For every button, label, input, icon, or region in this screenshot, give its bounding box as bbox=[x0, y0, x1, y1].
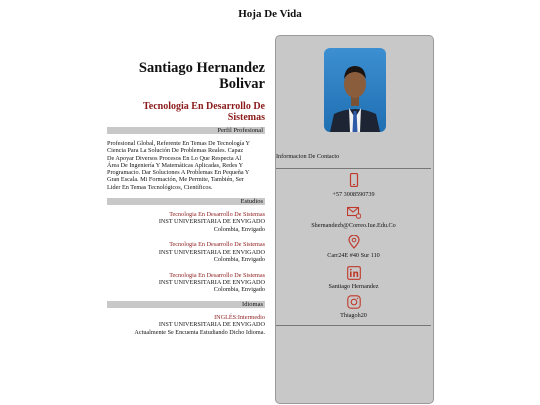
contact-linkedin bbox=[276, 266, 431, 290]
document-title: Hoja De Vida bbox=[238, 8, 302, 20]
contact-address bbox=[276, 235, 431, 259]
education-location: Colombia, Envigado bbox=[213, 286, 265, 294]
profile-line: Área De Ingeniería Y Matemáticas Aplicadas, Redes Y bbox=[107, 161, 244, 169]
contact-instagram bbox=[276, 295, 431, 319]
contact-section-title: Informacion De Contacto bbox=[276, 153, 340, 160]
education-degree: Tecnologia En Desarrollo De Sistemas bbox=[169, 271, 265, 279]
education-entry bbox=[107, 211, 265, 233]
job-title-line-1: Tecnologia En Desarrollo De bbox=[143, 101, 265, 112]
education-entry bbox=[107, 272, 265, 294]
education-degree: Tecnologia En Desarrollo De Sistemas bbox=[169, 211, 265, 219]
profile-line: Lider En Temas Tecnológicos, Científicos. bbox=[107, 183, 213, 191]
name-line-2: Bolivar bbox=[219, 76, 265, 92]
education-institution: INST UNIVERSITARIA DE ENVIGADO bbox=[158, 278, 265, 286]
section-header-profile: Perfil Profesional bbox=[107, 127, 265, 134]
person-portrait-icon bbox=[324, 48, 386, 132]
profile-photo bbox=[324, 48, 386, 132]
education-institution: INST UNIVERSITARIA DE ENVIGADO bbox=[158, 248, 265, 256]
education-entry bbox=[107, 241, 265, 263]
linkedin-icon bbox=[347, 266, 361, 280]
profile-line: Programacio. Dar Soluciones A Problemas En Pequeña Y bbox=[107, 169, 250, 177]
job-title-line-2: Sistemas bbox=[227, 112, 265, 123]
contact-panel bbox=[275, 35, 434, 404]
contact-phone-text: +57 3008590739 bbox=[332, 191, 375, 198]
profile-line: Ciencia Para La Solución De Problemas Reales. Capaz bbox=[107, 147, 244, 155]
contact-linkedin-text: Santiago Hernandez bbox=[328, 283, 379, 290]
language-institution: INST UNIVERSITARIA DE ENVIGADO bbox=[158, 321, 265, 329]
profile-line: Profesional Global, Referente En Temas De Tecnología Y bbox=[107, 140, 251, 147]
profile-line: De Apoyar Diversos Procesos En Lo Que Respecta Al bbox=[107, 154, 242, 162]
contact-email bbox=[276, 205, 431, 229]
language-entry bbox=[107, 314, 265, 336]
language-level: INGLÉS:Intermedio bbox=[214, 313, 265, 321]
location-pin-icon bbox=[347, 235, 361, 249]
education-degree: Tecnologia En Desarrollo De Sistemas bbox=[169, 241, 265, 249]
contact-phone bbox=[276, 173, 431, 198]
contact-email-text: Shernandezb@Correo.Iue.Edu.Co bbox=[311, 222, 396, 229]
name-line-1: Santiago Hernandez bbox=[138, 60, 265, 76]
left-column bbox=[107, 60, 265, 336]
education-institution: INST UNIVERSITARIA DE ENVIGADO bbox=[158, 218, 265, 226]
section-header-languages: Idiomas bbox=[107, 301, 265, 308]
job-title bbox=[107, 101, 265, 123]
education-location: Colombia, Envigado bbox=[213, 225, 265, 233]
contact-list bbox=[276, 168, 431, 326]
profile-text bbox=[107, 140, 265, 191]
section-header-studies: Estudios bbox=[107, 198, 265, 205]
contact-instagram-text: Thiagoh20 bbox=[340, 312, 367, 319]
email-icon bbox=[347, 205, 361, 219]
full-name bbox=[107, 60, 265, 92]
instagram-icon bbox=[347, 295, 361, 309]
language-note: Actualmente Se Encuenta Estudiando Dicho Idioma. bbox=[134, 328, 265, 336]
contact-address-text: Carr24E #40 Sur 110 bbox=[327, 252, 380, 259]
education-location: Colombia, Envigado bbox=[213, 256, 265, 264]
profile-line: Gran Escala. Mi Formación, Me Permite, También, Ser bbox=[107, 176, 244, 184]
phone-icon bbox=[347, 173, 361, 187]
